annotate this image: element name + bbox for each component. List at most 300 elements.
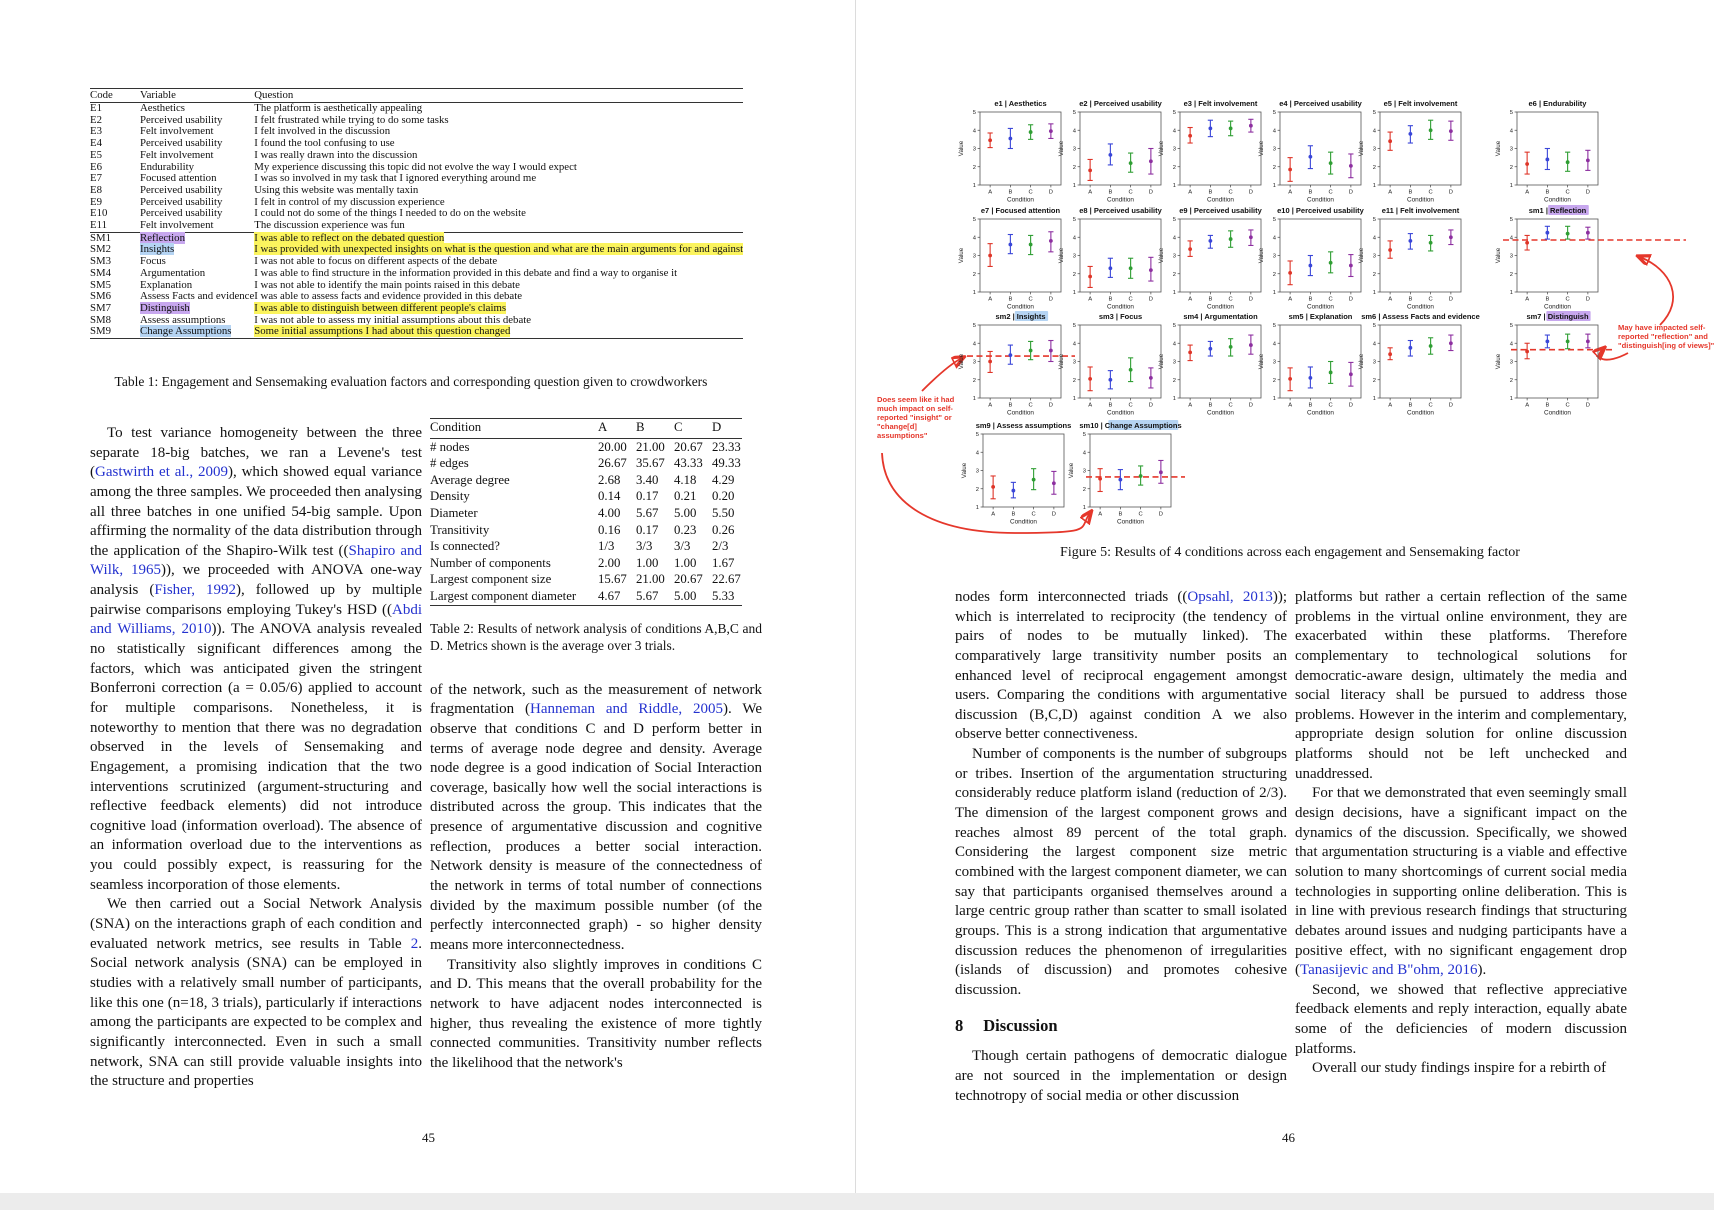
svg-text:1: 1 [975, 505, 979, 511]
table-row [430, 538, 742, 555]
table-cell: Is connected? [430, 539, 500, 554]
svg-text:B: B [1108, 402, 1113, 409]
svg-text:1: 1 [1072, 290, 1076, 296]
svg-text:B: B [1008, 296, 1013, 303]
svg-text:e5 | Felt involvement: e5 | Felt involvement [1383, 99, 1458, 108]
svg-text:D: D [1348, 189, 1353, 196]
svg-text:4: 4 [1072, 128, 1076, 135]
table-cell: I was not able to focus on different aspects of the debate [254, 255, 498, 268]
svg-text:A: A [1288, 402, 1293, 409]
svg-text:2: 2 [1372, 164, 1376, 171]
table-cell: I was able to reflect on the debated question [254, 232, 743, 244]
svg-text:4: 4 [1372, 341, 1376, 348]
svg-text:5: 5 [1509, 110, 1513, 116]
svg-text:Condition: Condition [1106, 196, 1135, 204]
svg-text:5: 5 [1272, 217, 1276, 223]
svg-text:2: 2 [1272, 377, 1276, 384]
svg-text:1: 1 [972, 396, 976, 402]
svg-text:Value: Value [1158, 353, 1165, 370]
table-cell: Perceived usability [140, 195, 223, 208]
table-cell: 0.17 [636, 522, 659, 537]
citation-link[interactable]: 2 [410, 935, 419, 952]
svg-text:e1 | Aesthetics: e1 | Aesthetics [994, 99, 1047, 108]
svg-text:2: 2 [1172, 164, 1176, 171]
table-cell: Felt involvement [140, 148, 214, 161]
svg-text:5: 5 [1372, 323, 1376, 329]
svg-text:Value: Value [1495, 353, 1502, 370]
svg-text:2: 2 [1082, 486, 1086, 493]
table-cell: SM3 [90, 255, 112, 268]
table-cell: 2/3 [712, 539, 729, 554]
table-cell: Reflection [140, 232, 254, 244]
svg-text:Condition: Condition [1106, 303, 1135, 311]
table-cell: I was not able to identify the main points raised in this debate [254, 278, 520, 291]
svg-text:3: 3 [1082, 468, 1086, 475]
svg-text:e2 | Perceived usability: e2 | Perceived usability [1079, 99, 1162, 108]
table-cell: 0.21 [674, 489, 697, 504]
table-cell: 3/3 [636, 539, 653, 554]
svg-text:2: 2 [975, 486, 979, 493]
svg-text:5: 5 [1372, 217, 1376, 223]
svg-text:C: C [1128, 296, 1133, 303]
svg-text:4: 4 [1509, 128, 1513, 135]
svg-text:B: B [1208, 189, 1213, 196]
svg-text:3: 3 [1272, 359, 1276, 366]
table-cell: I was so involved in my task that I ignored everything around me [254, 172, 537, 185]
table-cell: 0.23 [674, 522, 697, 537]
table-row [430, 555, 742, 572]
table-cell: SM2 [90, 243, 112, 256]
text-run: To test variance homogeneity between the three separate 18-big batches, we ran a Levene's test ( [90, 425, 422, 481]
table-row [90, 185, 743, 197]
table-cell: My experience discussing this topic did not evolve the way I would expect [254, 160, 577, 173]
svg-text:Value: Value [1358, 247, 1365, 264]
text-run: Second, we showed that reflective appreciative feedback elements and reply interaction, equally abate some of the deficiencies of modern discussion platforms. [1295, 981, 1627, 1057]
table-cell: Perceived usability [140, 207, 223, 220]
svg-text:5: 5 [972, 217, 976, 223]
svg-text:Value: Value [1258, 247, 1265, 264]
table-cell: 5.00 [674, 588, 697, 603]
table-cell: 1.00 [636, 555, 659, 570]
table-cell: E9 [90, 195, 102, 208]
paragraph [955, 588, 1287, 745]
svg-text:D: D [1248, 402, 1253, 409]
table-cell: Perceived usability [140, 183, 223, 196]
svg-text:1: 1 [1509, 290, 1513, 296]
svg-text:D: D [1148, 189, 1153, 196]
subplot-e11 [1355, 202, 1486, 312]
table-1-col-variable: Variable [140, 89, 254, 103]
svg-text:B: B [1545, 189, 1550, 196]
table-cell: 2.68 [598, 472, 621, 487]
table-cell: I felt frustrated while trying to do some tasks [254, 113, 449, 126]
svg-text:3: 3 [1072, 253, 1076, 260]
table-row [430, 455, 742, 472]
svg-text:5: 5 [972, 110, 976, 116]
svg-text:2: 2 [972, 164, 976, 171]
svg-text:C: C [1028, 189, 1033, 196]
figure-5-caption: Figure 5: Results of 4 conditions across each engagement and Sensemaking factor [1060, 545, 1520, 560]
svg-text:4: 4 [972, 128, 976, 135]
svg-text:Condition: Condition [1406, 409, 1435, 417]
table-cell: 4.00 [598, 505, 621, 520]
svg-text:B: B [1208, 402, 1213, 409]
svg-text:sm10 | Change Assumptions: sm10 | Change Assumptions [1079, 421, 1182, 430]
svg-text:4: 4 [1272, 235, 1276, 242]
subplot-sm10 [1065, 417, 1196, 527]
page-divider [855, 0, 856, 1193]
table-1-col-code: Code [90, 89, 140, 103]
table-cell: 43.33 [674, 456, 703, 471]
svg-text:2: 2 [1072, 271, 1076, 278]
svg-text:A: A [1288, 296, 1293, 303]
svg-text:Value: Value [1358, 140, 1365, 157]
svg-text:Value: Value [1495, 140, 1502, 157]
subplot-sm7 [1492, 308, 1623, 418]
svg-text:3: 3 [972, 146, 976, 153]
table-2-col-condition: Condition [430, 419, 598, 439]
citation-link[interactable]: Tanasijevic and B"ohm, 2016 [1300, 962, 1478, 979]
svg-text:3: 3 [1509, 359, 1513, 366]
svg-text:A: A [1088, 189, 1093, 196]
table-row [430, 588, 742, 605]
table-row [90, 303, 743, 315]
svg-text:D: D [1348, 296, 1353, 303]
svg-text:sm3 | Focus: sm3 | Focus [1098, 312, 1143, 321]
table-row [90, 220, 743, 232]
svg-text:5: 5 [1172, 110, 1176, 116]
svg-text:4: 4 [1509, 341, 1513, 348]
svg-text:1: 1 [1272, 290, 1276, 296]
svg-text:C: C [1128, 189, 1133, 196]
table-cell: 5.67 [636, 588, 659, 603]
table-cell: SM4 [90, 266, 112, 279]
table-cell: SM9 [90, 325, 112, 338]
table-cell: 22.67 [712, 572, 741, 587]
arrow-to-sm1 [1640, 257, 1673, 325]
svg-text:D: D [1248, 296, 1253, 303]
svg-text:3: 3 [1372, 359, 1376, 366]
citation-link[interactable]: Gastwirth et al., 2009 [95, 464, 228, 481]
text-run: ). We observe that conditions C and D perform better in terms of average node degree and density. Average node degree is a good indication of Social Interaction coverage, basically how well the social interactions is distributed across the group. This indicates that the presence of argumentative discussion and cognitive reflection, produces a better social interaction. Network density is measure of the connectedness of the network in terms of total number of connections divided by the maximum possible number (of the perfectly interconnected graph) - so higher density means more interconnectedness. [430, 701, 762, 953]
svg-text:2: 2 [1172, 271, 1176, 278]
citation-link[interactable]: Opsahl, 2013 [1187, 589, 1273, 605]
svg-text:3: 3 [1072, 146, 1076, 153]
svg-text:1: 1 [1509, 396, 1513, 402]
table-cell: I was not able to assess my initial assumptions about this debate [254, 313, 532, 326]
svg-text:5: 5 [1172, 217, 1176, 223]
paragraph [90, 424, 422, 895]
svg-text:Condition: Condition [1206, 303, 1235, 311]
table-cell: I found the tool confusing to use [254, 137, 395, 150]
table-cell: E7 [90, 172, 102, 185]
svg-text:C: C [1128, 402, 1133, 409]
annotation-right: May have impacted self-reported "reflection" and "distinguish[ing of views]" [1618, 323, 1714, 351]
table-cell: 1.67 [712, 555, 735, 570]
svg-text:A: A [1388, 402, 1393, 409]
svg-text:3: 3 [1509, 146, 1513, 153]
svg-text:Value: Value [1358, 353, 1365, 370]
svg-text:Condition: Condition [1006, 409, 1035, 417]
table-cell: I was able to assess facts and evidence provided in this debate [254, 290, 522, 303]
table-row [430, 522, 742, 539]
annotation-left: Does seem like it had much impact on self-reported "insight" or "change[d] assumptions" [877, 395, 955, 441]
table-2 [430, 418, 742, 606]
svg-text:4: 4 [1072, 235, 1076, 242]
svg-text:B: B [1545, 296, 1550, 303]
table-cell: 20.67 [674, 439, 703, 454]
svg-text:4: 4 [972, 235, 976, 242]
svg-text:e3 | Felt involvement: e3 | Felt involvement [1183, 99, 1258, 108]
table-cell: Largest component diameter [430, 588, 577, 603]
table-2-col-b: B [636, 419, 674, 439]
svg-text:A: A [1088, 296, 1093, 303]
paragraph [1295, 981, 1627, 1060]
table-cell: Insights [140, 243, 175, 256]
svg-text:2: 2 [1372, 271, 1376, 278]
svg-text:B: B [1408, 189, 1413, 196]
svg-text:A: A [1525, 402, 1530, 409]
svg-text:A: A [988, 189, 993, 196]
svg-text:C: C [1031, 511, 1036, 518]
svg-text:C: C [1328, 296, 1333, 303]
svg-text:1: 1 [1372, 183, 1376, 189]
table-cell: Largest component size [430, 572, 552, 587]
table-cell: 5.33 [712, 588, 735, 603]
svg-text:sm6 | Assess Facts and evidenc: sm6 | Assess Facts and evidence [1361, 312, 1480, 321]
table-cell: 0.17 [636, 489, 659, 504]
table-cell: Transitivity [430, 522, 490, 537]
text-run: ), which showed equal variance among the three samples. We proceeded then analysing all three batches in one unified 54-big sample. Upon affirming the normality of the data distribution through the application of the Shapiro-Wilk test (( [90, 464, 423, 559]
citation-link[interactable]: Shapiro and Wilk, 1965 [90, 542, 422, 579]
svg-text:4: 4 [975, 450, 979, 457]
svg-text:1: 1 [1372, 290, 1376, 296]
svg-text:A: A [1188, 189, 1193, 196]
svg-text:5: 5 [1072, 217, 1076, 223]
table-row [90, 326, 743, 338]
svg-text:D: D [1158, 511, 1163, 518]
svg-text:D: D [1448, 189, 1453, 196]
table-cell: Change Assumptions [140, 325, 232, 338]
svg-text:B: B [1118, 511, 1123, 518]
table-cell: 26.67 [598, 456, 627, 471]
svg-text:Condition: Condition [1206, 409, 1235, 417]
svg-text:Condition: Condition [1006, 303, 1035, 311]
paragraph [90, 895, 422, 1091]
table-cell: 3.40 [636, 472, 659, 487]
svg-text:sm9 | Assess assumptions: sm9 | Assess assumptions [975, 421, 1072, 430]
table-cell: 4.29 [712, 472, 735, 487]
table-cell: 5.50 [712, 505, 735, 520]
table-cell: Felt involvement [140, 219, 214, 232]
table-cell: Focused attention [140, 172, 217, 185]
svg-text:C: C [1138, 511, 1143, 518]
svg-text:4: 4 [1072, 341, 1076, 348]
table-cell: 2.00 [598, 555, 621, 570]
svg-text:D: D [1448, 402, 1453, 409]
table-cell: I was really drawn into the discussion [254, 148, 418, 161]
svg-text:C: C [1228, 402, 1233, 409]
svg-text:2: 2 [1172, 377, 1176, 384]
svg-text:e7 | Focused attention: e7 | Focused attention [980, 206, 1061, 215]
svg-text:1: 1 [1172, 396, 1176, 402]
text-run: of the network, such as the measurement of network fragmentation ( [430, 681, 762, 718]
table-row [430, 488, 742, 505]
table-1-header [90, 89, 743, 103]
table-cell: 0.20 [712, 489, 735, 504]
table-cell: E4 [90, 137, 102, 150]
table-cell: 4.18 [674, 472, 697, 487]
svg-text:A: A [1525, 296, 1530, 303]
viewer-background [0, 1193, 1714, 1210]
section-number: 8 [955, 1016, 964, 1036]
table-cell: Average degree [430, 472, 510, 487]
text-run: . Social network analysis (SNA) can be employed in studies with a relatively small number of participants, like this one (n=18, 3 trials), particularly if interactions among the participants are expected to be complex and significantly interconnected. Even in such a small network, SNA can still provide valuable insights into the structure and properties [90, 935, 422, 1090]
svg-text:A: A [988, 402, 993, 409]
svg-text:B: B [1008, 189, 1013, 196]
svg-text:C: C [1228, 296, 1233, 303]
section-title: Discussion [983, 1016, 1058, 1036]
svg-text:1: 1 [1509, 183, 1513, 189]
svg-text:2: 2 [1072, 377, 1076, 384]
svg-text:D: D [1048, 402, 1053, 409]
table-cell: 3/3 [674, 539, 691, 554]
table-cell: Using this website was mentally taxin [254, 183, 419, 196]
table-1 [90, 88, 743, 339]
svg-text:sm4 | Argumentation: sm4 | Argumentation [1183, 312, 1258, 321]
svg-text:C: C [1028, 296, 1033, 303]
svg-text:A: A [988, 296, 993, 303]
svg-text:3: 3 [975, 468, 979, 475]
svg-text:B: B [1545, 402, 1550, 409]
table-cell: Focus [140, 255, 166, 268]
citation-link[interactable]: Fisher, 1992 [154, 582, 236, 599]
table-cell: Perceived usability [140, 113, 223, 126]
table-cell: SM7 [90, 301, 112, 314]
figure-5 [870, 85, 1714, 565]
table-row [430, 571, 742, 588]
svg-text:4: 4 [1272, 341, 1276, 348]
svg-text:A: A [1088, 402, 1093, 409]
table-cell: SM6 [90, 290, 112, 303]
svg-text:3: 3 [1272, 146, 1276, 153]
table-cell: 5.00 [674, 505, 697, 520]
svg-text:A: A [1525, 189, 1530, 196]
table-cell: E1 [90, 102, 102, 114]
table-row [430, 472, 742, 489]
svg-text:1: 1 [972, 183, 976, 189]
svg-text:Value: Value [1058, 247, 1065, 264]
svg-text:Condition: Condition [1116, 518, 1145, 526]
svg-text:Value: Value [1158, 140, 1165, 157]
svg-text:A: A [1288, 189, 1293, 196]
table-cell: I was able to distinguish between different people's claims [254, 301, 507, 314]
svg-text:2: 2 [1272, 164, 1276, 171]
text-run: )). The ANOVA analysis revealed no statistically significant differences among the factors, which was anticipated given the stringent Bonferroni correction (a = 0.05/6) applied to account for multiple comparisons. Nonetheless, it is noteworthy to mention that there was no degradation observed in the levels of Sensemaking and Engagement, a promising indication that the two interventions scrutinized (argument-structuring and reflective feedback elements) did not introduce cognitive load (information overload). The absence of an information overload due to the interventions as you could possibly expect, is reassuring for the seamless incorporation of those elements. [90, 621, 423, 893]
svg-text:Value: Value [961, 462, 968, 479]
table-cell: 0.14 [598, 489, 621, 504]
subplot-sm1 [1492, 202, 1623, 312]
svg-text:Value: Value [958, 247, 965, 264]
svg-text:B: B [1208, 296, 1213, 303]
table-1-col-question: Question [254, 89, 743, 103]
table-cell: 1.00 [674, 555, 697, 570]
svg-text:C: C [1328, 189, 1333, 196]
svg-text:1: 1 [1072, 183, 1076, 189]
text-run: platforms but rather a certain reflection of the same problems in the virtual online environment, they are exacerbated within these platforms. Therefore complementary to technological solutions for democratic-aware design, ultimately the media and social literacy shall be pursued to address those problems. However in the interim and complementary, appropriate design solution for online discussion platforms should not be left unchecked and unaddressed. [1295, 589, 1627, 782]
svg-text:1: 1 [1082, 505, 1086, 511]
svg-text:Value: Value [1258, 140, 1265, 157]
citation-link[interactable]: Abdi and Williams, 2010 [90, 601, 422, 638]
citation-link[interactable]: Hanneman and Riddle, 2005 [530, 701, 724, 718]
svg-text:A: A [1188, 296, 1193, 303]
text-run: )), we proceeded with ANOVA one-way analysis ( [90, 562, 422, 599]
paragraph [955, 1047, 1287, 1106]
svg-text:B: B [1308, 402, 1313, 409]
table-row [430, 438, 742, 455]
table-cell: Number of components [430, 555, 551, 570]
table-cell: The discussion experience was fun [254, 219, 405, 232]
svg-text:1: 1 [972, 290, 976, 296]
table-cell: Density [430, 489, 470, 504]
svg-text:2: 2 [1072, 164, 1076, 171]
page45-column-2 [430, 418, 762, 1073]
svg-text:5: 5 [1272, 323, 1276, 329]
svg-text:3: 3 [972, 359, 976, 366]
svg-text:e11 | Felt involvement: e11 | Felt involvement [1381, 206, 1460, 215]
table-cell: 15.67 [598, 572, 627, 587]
svg-text:e10 | Perceived usability: e10 | Perceived usability [1277, 206, 1364, 215]
table-cell: 20.67 [674, 572, 703, 587]
table-cell: SM1 [90, 232, 140, 244]
subplot-e5 [1355, 95, 1486, 205]
svg-text:A: A [1388, 189, 1393, 196]
svg-text:C: C [1028, 402, 1033, 409]
svg-text:C: C [1565, 296, 1570, 303]
svg-text:D: D [1148, 402, 1153, 409]
svg-text:Value: Value [1068, 462, 1075, 479]
paragraph [1295, 784, 1627, 980]
svg-text:5: 5 [1509, 323, 1513, 329]
svg-text:4: 4 [1509, 235, 1513, 242]
table-row [90, 103, 743, 115]
text-run: ). [1477, 962, 1487, 979]
table-2-caption: Table 2: Results of network analysis of conditions A,B,C and D. Metrics shown is the average over 3 trials. [430, 620, 762, 654]
svg-text:B: B [1011, 511, 1016, 518]
page46-column-1 [955, 588, 1287, 1106]
svg-text:D: D [1248, 189, 1253, 196]
table-cell: 35.67 [636, 456, 665, 471]
svg-text:Condition: Condition [1206, 196, 1235, 204]
svg-text:Condition: Condition [1406, 303, 1435, 311]
svg-text:sm7 | Distinguish: sm7 | Distinguish [1526, 312, 1589, 321]
svg-text:3: 3 [1172, 359, 1176, 366]
svg-text:2: 2 [972, 271, 976, 278]
svg-text:3: 3 [1172, 253, 1176, 260]
svg-text:4: 4 [1082, 450, 1086, 457]
page-number-45: 45 [422, 1130, 435, 1145]
table-cell: Some initial assumptions I had about this question changed [254, 325, 511, 338]
table-cell: # nodes [430, 439, 470, 454]
svg-text:A: A [1188, 402, 1193, 409]
svg-text:Value: Value [958, 140, 965, 157]
svg-text:5: 5 [1072, 110, 1076, 116]
svg-text:C: C [1565, 402, 1570, 409]
text-run: We then carried out a Social Network Analysis (SNA) on the interactions graph of each condition and evaluated network metrics, see results in Table [90, 896, 422, 952]
table-cell: E11 [90, 219, 107, 232]
svg-text:Value: Value [1258, 353, 1265, 370]
svg-text:Condition: Condition [1543, 409, 1572, 417]
